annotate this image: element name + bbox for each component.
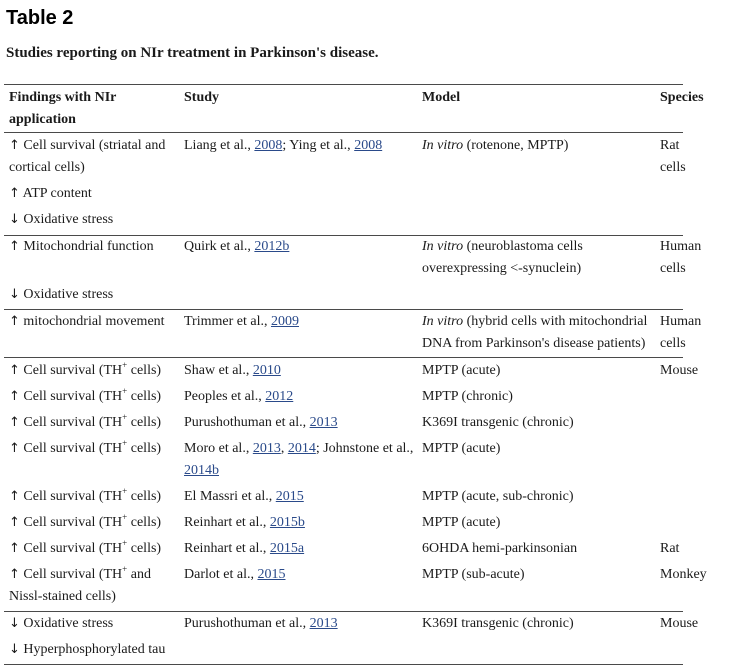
table-label: Table 2 — [6, 7, 74, 29]
citation-link[interactable]: 2015 — [257, 567, 286, 582]
citation-link[interactable]: 2012b — [254, 239, 290, 254]
up-arrow-icon: ↑ — [9, 138, 20, 153]
finding-cell: ↑ Cell survival (TH+ cells) — [9, 538, 162, 556]
species-cell: Rat — [660, 541, 680, 556]
finding-cell: ↑ Mitochondrial function — [9, 239, 154, 254]
citation-link[interactable]: 2015b — [269, 515, 305, 530]
up-arrow-icon: ↑ — [9, 239, 20, 254]
study-cell: Purushothuman et al., 2013 — [184, 415, 338, 430]
down-arrow-icon: ↓ — [9, 287, 20, 302]
study-cell: Peoples et al., 2012 — [184, 389, 294, 404]
finding-cell: ↑ Cell survival (TH+ cells) — [9, 360, 162, 378]
finding-cell: ↑ Cell survival (TH+ cells) — [9, 438, 162, 456]
species-cell: Human cells — [660, 239, 702, 276]
model-cell: MPTP (acute, sub-chronic) — [422, 489, 574, 504]
header-study: Study — [184, 90, 220, 105]
model-cell: MPTP (sub-acute) — [422, 567, 525, 582]
citation-link[interactable]: 2013 — [309, 616, 338, 631]
header-species: Species — [660, 90, 704, 105]
study-cell: El Massri et al., 2015 — [184, 489, 304, 504]
row-divider — [4, 309, 683, 310]
citation-link[interactable]: 2008 — [354, 138, 383, 153]
model-cell: MPTP (acute) — [422, 441, 501, 456]
up-arrow-icon: ↑ — [9, 314, 20, 329]
model-cell: 6OHDA hemi-parkinsonian — [422, 541, 578, 556]
header-findings: Findings with NIr application — [9, 90, 117, 127]
up-arrow-icon: ↑ — [9, 541, 20, 556]
header-bottom-rule — [4, 132, 683, 133]
finding-cell: ↑ Cell survival (TH+ cells) — [9, 486, 162, 504]
finding-cell: ↓ Oxidative stress — [9, 212, 114, 227]
citation-link[interactable]: 2008 — [254, 138, 283, 153]
model-cell: K369I transgenic (chronic) — [422, 415, 574, 430]
citation-link[interactable]: 2010 — [252, 363, 281, 378]
citation-link[interactable]: 2015 — [275, 489, 304, 504]
study-cell: Reinhart et al., 2015b — [184, 515, 305, 530]
up-arrow-icon: ↑ — [9, 515, 20, 530]
citation-link[interactable]: 2013 — [252, 441, 281, 456]
finding-cell: ↑ Cell survival (TH+ and Nissl-stained cells) — [9, 564, 151, 604]
finding-cell: ↓ Oxidative stress — [9, 616, 114, 631]
study-cell: Purushothuman et al., 2013 — [184, 616, 338, 631]
table-bottom-rule — [4, 664, 683, 665]
down-arrow-icon: ↓ — [9, 642, 20, 657]
study-cell: Darlot et al., 2015 — [184, 567, 286, 582]
up-arrow-icon: ↑ — [9, 489, 20, 504]
citation-link[interactable]: 2014 — [287, 441, 316, 456]
model-cell: MPTP (acute) — [422, 363, 501, 378]
up-arrow-icon: ↑ — [9, 567, 20, 582]
model-cell: In vitro (neuroblastoma cells overexpressing <-synuclein) — [422, 239, 583, 276]
citation-link[interactable]: 2012 — [265, 389, 294, 404]
model-cell: In vitro (hybrid cells with mitochondrial DNA from Parkinson's disease patients) — [422, 314, 648, 351]
finding-cell: ↑ ATP content — [9, 186, 92, 201]
study-cell: Reinhart et al., 2015a — [184, 541, 305, 556]
model-cell: K369I transgenic (chronic) — [422, 616, 574, 631]
citation-link[interactable]: 2013 — [309, 415, 338, 430]
study-cell: Trimmer et al., 2009 — [184, 314, 299, 329]
up-arrow-icon: ↑ — [9, 389, 20, 404]
study-cell: Moro et al., 2013, 2014; Johnstone et al., 2014b — [184, 441, 414, 478]
study-cell: Liang et al., 2008; Ying et al., 2008 — [184, 138, 383, 153]
finding-cell: ↑ Cell survival (TH+ cells) — [9, 386, 162, 404]
table-top-rule — [4, 84, 683, 85]
study-cell: Quirk et al., 2012b — [184, 239, 290, 254]
model-cell: MPTP (acute) — [422, 515, 501, 530]
study-cell: Shaw et al., 2010 — [184, 363, 281, 378]
up-arrow-icon: ↑ — [9, 363, 20, 378]
row-divider — [4, 357, 683, 358]
species-cell: Monkey — [660, 567, 707, 582]
row-divider — [4, 611, 683, 612]
model-cell: In vitro (rotenone, MPTP) — [422, 138, 569, 153]
species-cell: Human cells — [660, 314, 702, 351]
citation-link[interactable]: 2009 — [270, 314, 299, 329]
species-cell: Mouse — [660, 363, 699, 378]
species-cell: Mouse — [660, 616, 699, 631]
up-arrow-icon: ↑ — [9, 441, 20, 456]
species-cell: Rat cells — [660, 138, 686, 175]
up-arrow-icon: ↑ — [9, 186, 20, 201]
table-caption: Studies reporting on NIr treatment in Parkinson's disease. — [6, 45, 379, 61]
finding-cell: ↓ Hyperphosphorylated tau — [9, 642, 166, 657]
finding-cell: ↓ Oxidative stress — [9, 287, 114, 302]
header-model: Model — [422, 90, 461, 105]
up-arrow-icon: ↑ — [9, 415, 20, 430]
citation-link[interactable]: 2014b — [184, 463, 219, 478]
model-cell: MPTP (chronic) — [422, 389, 513, 404]
down-arrow-icon: ↓ — [9, 212, 20, 227]
finding-cell: ↑ mitochondrial movement — [9, 314, 165, 329]
finding-cell: ↑ Cell survival (TH+ cells) — [9, 512, 162, 530]
citation-link[interactable]: 2015a — [269, 541, 305, 556]
finding-cell: ↑ Cell survival (TH+ cells) — [9, 412, 162, 430]
down-arrow-icon: ↓ — [9, 616, 20, 631]
finding-cell: ↑ Cell survival (striatal and cortical cells) — [9, 138, 166, 175]
